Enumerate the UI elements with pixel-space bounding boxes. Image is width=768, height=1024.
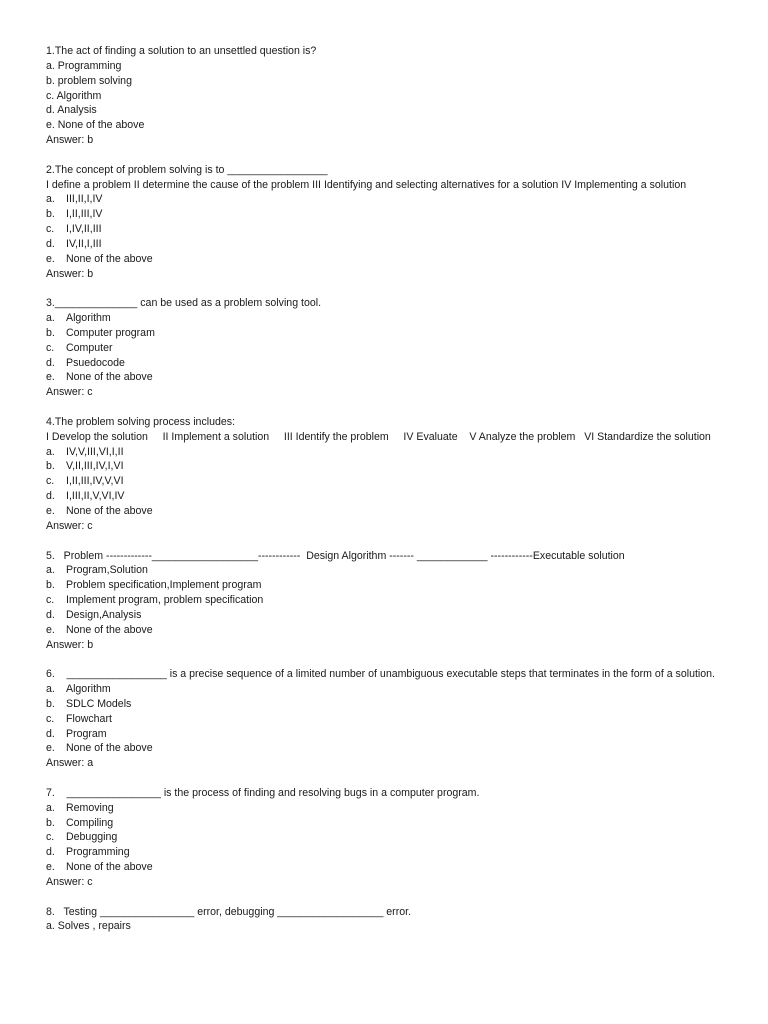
question-statements: I Develop the solution II Implement a solution III Identify the problem IV Evaluate V Analyze the problem VI Standardize the solution bbox=[46, 430, 711, 443]
document-page bbox=[46, 44, 726, 949]
option-b: b. I,II,III,IV bbox=[46, 208, 103, 221]
option-a: a. III,II,I,IV bbox=[46, 193, 103, 206]
option-d: d. Analysis bbox=[46, 104, 97, 117]
question-7 bbox=[46, 786, 726, 890]
option-b: b. V,II,III,IV,I,VI bbox=[46, 460, 124, 473]
question-4 bbox=[46, 415, 726, 534]
option-d: d. I,III,II,V,VI,IV bbox=[46, 490, 125, 503]
answer: Answer: b bbox=[46, 267, 94, 280]
question-1 bbox=[46, 44, 726, 148]
option-e: e. None of the above bbox=[46, 371, 153, 384]
question-text: 2.The concept of problem solving is to _________________ bbox=[46, 163, 328, 176]
option-a: a. Programming bbox=[46, 59, 122, 72]
option-e: e. None of the above bbox=[46, 861, 153, 874]
question-6 bbox=[46, 667, 726, 771]
answer: Answer: c bbox=[46, 875, 93, 888]
option-a: a. Removing bbox=[46, 801, 114, 814]
option-a: a. Solves , repairs bbox=[46, 920, 131, 933]
question-text: 1.The act of finding a solution to an unsettled question is? bbox=[46, 45, 317, 57]
option-a: a. Program,Solution bbox=[46, 564, 148, 577]
option-b: b. Compiling bbox=[46, 816, 114, 829]
option-d: d. Design,Analysis bbox=[46, 608, 142, 621]
option-d: d. Programming bbox=[46, 846, 130, 859]
question-5 bbox=[46, 549, 726, 653]
answer: Answer: b bbox=[46, 134, 94, 147]
question-text: 4.The problem solving process includes: bbox=[46, 415, 236, 428]
option-c: c. Debugging bbox=[46, 831, 118, 844]
option-c: c. I,II,III,IV,V,VI bbox=[46, 475, 124, 488]
option-b: b. Problem specification,Implement program bbox=[46, 579, 262, 592]
question-text: 5. Problem -------------__________________------------ Design Algorithm ------- ____________ ------------Executable solution bbox=[46, 549, 625, 562]
option-e: e. None of the above bbox=[46, 623, 153, 636]
option-c: c. I,IV,II,III bbox=[46, 223, 102, 236]
option-b: b. SDLC Models bbox=[46, 697, 132, 710]
question-3 bbox=[46, 296, 726, 400]
option-c: c. Flowchart bbox=[46, 712, 112, 725]
option-b: b. problem solving bbox=[46, 74, 132, 87]
question-text: 8. Testing ________________ error, debugging __________________ error. bbox=[46, 905, 412, 918]
answer: Answer: c bbox=[46, 386, 93, 399]
option-c: c. Computer bbox=[46, 341, 113, 354]
option-a: a. Algorithm bbox=[46, 683, 111, 696]
option-c: c. Algorithm bbox=[46, 89, 102, 102]
option-e: e. None of the above bbox=[46, 505, 153, 518]
option-c: c. Implement program, problem specification bbox=[46, 594, 264, 607]
option-e: e. None of the above bbox=[46, 252, 153, 265]
answer: Answer: c bbox=[46, 519, 93, 532]
option-e: e. None of the above bbox=[46, 119, 145, 132]
question-text: 6. _________________ is a precise sequence of a limited number of unambiguous executable steps that terminates in the form of a solution. bbox=[46, 668, 716, 681]
answer: Answer: a bbox=[46, 757, 94, 770]
question-statements: I define a problem II determine the cause of the problem III Identifying and selecting alternatives for a solution IV Implementing a solution bbox=[46, 178, 687, 191]
option-d: d. Psuedocode bbox=[46, 356, 125, 369]
question-text: 3.______________ can be used as a problem solving tool. bbox=[46, 297, 322, 310]
option-b: b. Computer program bbox=[46, 326, 155, 339]
answer: Answer: b bbox=[46, 638, 94, 651]
option-a: a. IV,V,III,VI,I,II bbox=[46, 445, 124, 458]
option-e: e. None of the above bbox=[46, 742, 153, 755]
option-a: a. Algorithm bbox=[46, 312, 111, 325]
question-8 bbox=[46, 905, 726, 935]
question-text: 7. ________________ is the process of finding and resolving bugs in a computer program. bbox=[46, 786, 480, 799]
option-d: d. IV,II,I,III bbox=[46, 237, 102, 250]
option-d: d. Program bbox=[46, 727, 107, 740]
question-2 bbox=[46, 163, 726, 282]
